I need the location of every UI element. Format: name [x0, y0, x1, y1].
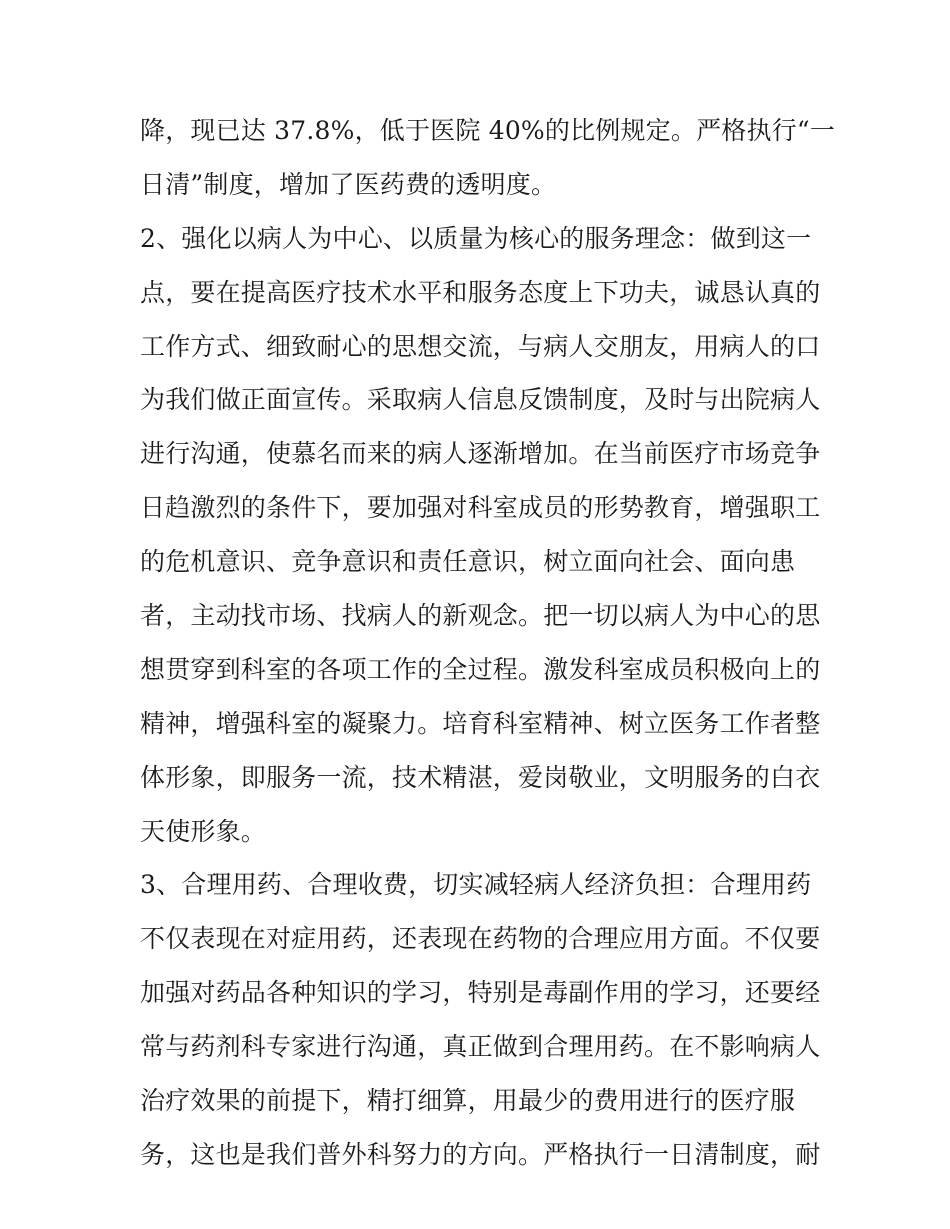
- text-line: 精神，增强科室的凝聚力。培育科室精神、树立医务工作者整: [140, 708, 821, 738]
- text-line: 进行沟通，使慕名而来的病人逐渐增加。在当前医疗市场竞争: [140, 439, 821, 469]
- text-line: 为我们做正面宣传。采取病人信息反馈制度，及时与出院病人: [140, 385, 821, 415]
- text-line: 3、合理用药、合理收费，切实减轻病人经济负担：合理用药: [140, 870, 812, 900]
- text-line: 常与药剂科专家进行沟通，真正做到合理用药。在不影响病人: [140, 1032, 821, 1062]
- body-text: [140, 104, 836, 1182]
- text-line: 不仅表现在对症用药，还表现在药物的合理应用方面。不仅要: [140, 924, 821, 954]
- text-line: 日清”制度，增加了医药费的透明度。: [140, 169, 557, 199]
- text-line: 体形象，即服务一流，技术精湛，爱岗敬业，文明服务的白衣: [140, 762, 821, 792]
- text-line: 的危机意识、竞争意识和责任意识，树立面向社会、面向患: [140, 547, 796, 577]
- text-line: 想贯穿到科室的各项工作的全过程。激发科室成员积极向上的: [140, 654, 821, 684]
- text-line: 2、强化以病人为中心、以质量为核心的服务理念：做到这一: [140, 223, 812, 253]
- text-line: 工作方式、细致耐心的思想交流，与病人交朋友，用病人的口: [140, 331, 821, 361]
- text-line: 点，要在提高医疗技术水平和服务态度上下功夫，诚恳认真的: [140, 277, 821, 307]
- text-line: 务，这也是我们普外科努力的方向。严格执行一日清制度，耐: [140, 1139, 821, 1169]
- text-line: 日趋激烈的条件下，要加强对科室成员的形势教育，增强职工: [140, 493, 821, 523]
- text-line: 加强对药品各种知识的学习，特别是毒副作用的学习，还要经: [140, 978, 821, 1008]
- text-line: 降，现已达 37.8%，低于医院 40%的比例规定。严格执行“一: [140, 116, 836, 145]
- text-line: 治疗效果的前提下，精打细算，用最少的费用进行的医疗服: [140, 1086, 796, 1116]
- text-line: 天使形象。: [140, 816, 267, 846]
- text-line: 者，主动找市场、找病人的新观念。把一切以病人为中心的思: [140, 601, 821, 631]
